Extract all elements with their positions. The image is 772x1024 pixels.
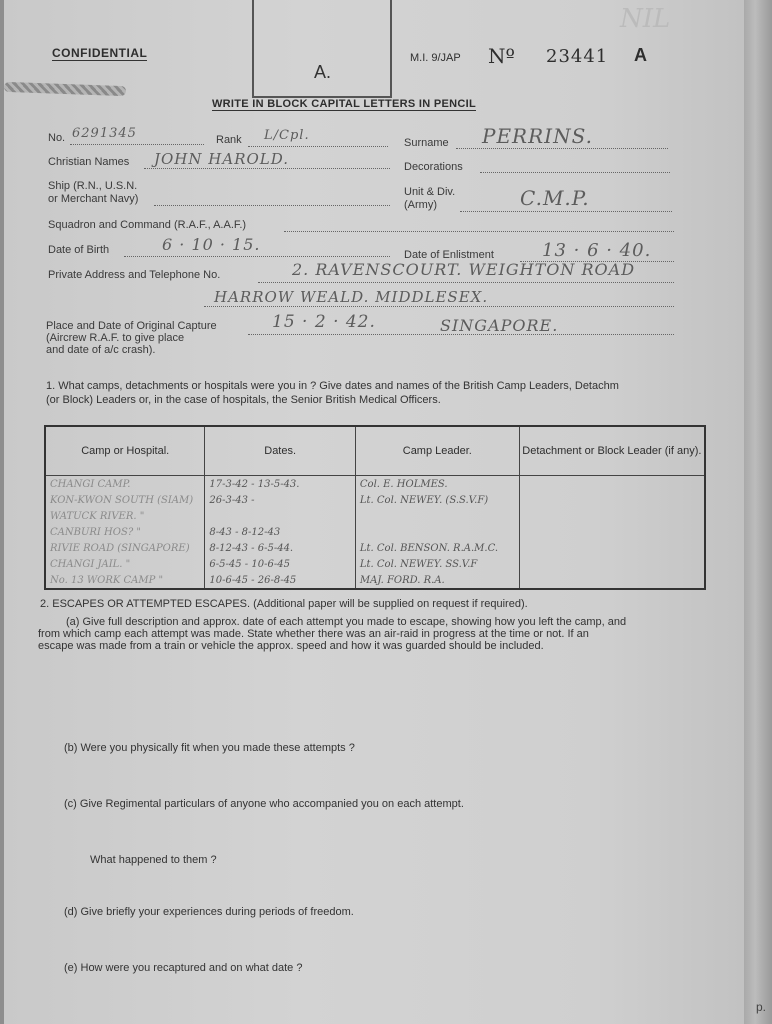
table-cell: CHANGI CAMP.	[45, 476, 205, 493]
table-cell: 6-5-45 - 10-6-45	[205, 556, 355, 572]
surname-label: Surname	[404, 137, 449, 149]
table-cell: 8-12-43 - 6-5-44.	[205, 540, 355, 556]
capture-date-value: 15 · 2 · 42.	[272, 312, 376, 332]
question-2b: (b) Were you physically fit when you made these attempts ?	[64, 742, 355, 754]
dob-label: Date of Birth	[48, 244, 110, 256]
form-suffix: A	[634, 45, 647, 65]
unit-label-line2: (Army)	[404, 199, 437, 211]
enlistment-value: 13 · 6 · 40.	[542, 240, 652, 261]
table-cell	[205, 508, 355, 524]
page-edge-mark: p.	[755, 1000, 766, 1014]
stamp-box	[252, 0, 392, 98]
table-cell: No. 13 WORK CAMP "	[45, 572, 205, 589]
table-cell: 26-3-43 -	[205, 492, 355, 508]
question-2-heading: 2. ESCAPES OR ATTEMPTED ESCAPES. (Additional paper will be supplied on request if required).	[40, 598, 528, 610]
table-row	[45, 524, 705, 540]
table-cell: MAJ. FORD. R.A.	[355, 572, 519, 589]
ship-label-line2: or Merchant Navy)	[48, 193, 139, 205]
surname-value: PERRINS.	[482, 124, 593, 148]
table-cell: WATUCK RIVER. "	[45, 508, 205, 524]
squadron-label: Squadron and Command (R.A.F., A.A.F.)	[48, 219, 247, 231]
camps-table-header	[45, 426, 705, 476]
capture-label-line3: and date of a/c crash).	[46, 344, 156, 356]
question-1-line2: (or Block) Leaders or, in the case of hospitals, the Senior British Medical Officers.	[46, 394, 441, 406]
table-cell: 10-6-45 - 26-8-45	[205, 572, 355, 589]
rank-label: Rank	[216, 134, 242, 146]
table-cell	[355, 508, 519, 524]
address-label: Private Address and Telephone No.	[48, 269, 221, 281]
service-number-value: 6291345	[72, 126, 137, 141]
question-2a-line1: (a) Give full description and approx. date of each attempt you made to escape, showing how you left the camp, and	[66, 616, 627, 628]
binding-string	[4, 82, 126, 96]
table-cell: Lt. Col. NEWEY. (S.S.V.F)	[355, 492, 519, 508]
no-label: No.	[48, 132, 66, 144]
header-dates: Dates.	[205, 426, 355, 476]
table-cell: Lt. Col. BENSON. R.A.M.C.	[355, 540, 519, 556]
question-2d: (d) Give briefly your experiences during periods of freedom.	[64, 906, 354, 918]
capture-label-line2: (Aircrew R.A.F. to give place	[46, 332, 185, 344]
table-cell	[519, 508, 705, 524]
dob-value: 6 · 10 · 15.	[162, 235, 261, 254]
table-cell: RIVIE ROAD (SINGAPORE)	[45, 540, 205, 556]
capture-place-value: SINGAPORE.	[440, 316, 559, 335]
table-row	[45, 476, 705, 493]
question-1-line1: 1. What camps, detachments or hospitals were you in ? Give dates and names of the British Camp Leaders, Detachm	[46, 380, 619, 392]
table-cell: Col. E. HOLMES.	[355, 476, 519, 493]
camps-table	[44, 425, 706, 590]
form-reference: M.I. 9/JAP	[410, 52, 461, 64]
table-cell: CHANGI JAIL. "	[45, 556, 205, 572]
header-camp-or-hospital: Camp or Hospital.	[45, 426, 205, 476]
question-2e: (e) How were you recaptured and on what date ?	[64, 962, 303, 974]
table-cell	[355, 524, 519, 540]
table-row	[45, 540, 705, 556]
form-page	[4, 0, 744, 1024]
address-line1: 2. RAVENSCOURT. WEIGHTON ROAD	[292, 260, 636, 279]
christian-names-label: Christian Names	[48, 156, 130, 168]
capture-label-line1: Place and Date of Original Capture	[46, 320, 217, 332]
enlistment-label: Date of Enlistment	[404, 249, 494, 261]
header-detachment-leader: Detachment or Block Leader (if any).	[519, 426, 705, 476]
table-cell	[519, 476, 705, 493]
christian-names-value: JOHN HAROLD.	[154, 150, 290, 168]
question-2c-followup: What happened to them ?	[90, 854, 217, 866]
table-cell	[519, 556, 705, 572]
table-cell: Lt. Col. NEWEY. SS.V.F	[355, 556, 519, 572]
table-row	[45, 508, 705, 524]
table-cell: KON-KWON SOUTH (SIAM)	[45, 492, 205, 508]
confidential-heading: CONFIDENTIAL	[52, 46, 148, 60]
question-2c: (c) Give Regimental particulars of anyone who accompanied you on each attempt.	[64, 798, 464, 810]
instruction-heading: WRITE IN BLOCK CAPITAL LETTERS IN PENCIL	[212, 98, 476, 110]
table-row	[45, 572, 705, 589]
underlying-page-edge	[744, 0, 772, 1024]
question-2a-line3: escape was made from a train or vehicle the approx. speed and how it was guarded should be included.	[38, 640, 544, 652]
table-cell: 8-43 - 8-12-43	[205, 524, 355, 540]
table-cell	[519, 524, 705, 540]
nil-annotation: NIL	[620, 4, 671, 34]
decorations-label: Decorations	[404, 161, 463, 173]
table-cell	[519, 492, 705, 508]
stamp-letter: A.	[314, 62, 332, 82]
unit-label-line1: Unit & Div.	[404, 186, 456, 198]
number-symbol: Nº	[488, 44, 515, 68]
unit-value: C.M.P.	[520, 186, 590, 210]
table-cell: CANBURI HOS? "	[45, 524, 205, 540]
header-camp-leader: Camp Leader.	[355, 426, 519, 476]
question-2a-line2: from which camp each attempt was made. State whether there was an air-raid in progress at the time or not. If an	[38, 628, 589, 640]
table-row	[45, 556, 705, 572]
ship-label-line1: Ship (R.N., U.S.N.	[48, 180, 138, 192]
address-line2: HARROW WEALD. MIDDLESEX.	[214, 288, 489, 306]
rank-value: L/Cpl.	[264, 128, 310, 143]
table-cell	[519, 540, 705, 556]
table-cell	[519, 572, 705, 589]
table-row	[45, 492, 705, 508]
table-cell: 17-3-42 - 13-5-43.	[205, 476, 355, 493]
form-number: 23441	[546, 46, 609, 67]
